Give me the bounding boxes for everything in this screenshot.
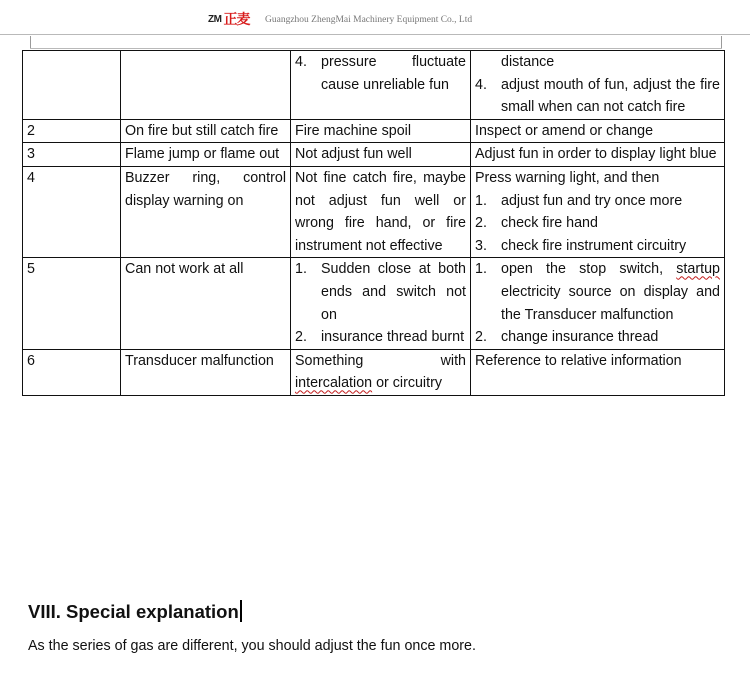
fault-cell xyxy=(121,51,291,120)
cause-cell: Not fine catch fire, maybe not adjust fun well or wrong fire hand, or fire instrument not effective xyxy=(291,166,471,257)
fault-cell: Flame jump or flame out xyxy=(121,143,291,167)
fault-cell: Transducer malfunction xyxy=(121,349,291,395)
solution-cell xyxy=(471,258,725,349)
list-item: 2. check fire hand xyxy=(475,215,598,232)
cause-cell: Not adjust fun well xyxy=(291,143,471,167)
solution-cell xyxy=(471,51,725,120)
section-heading[interactable]: VIII. Special explanation xyxy=(28,600,242,623)
solution-cell xyxy=(471,166,725,257)
company-name: Guangzhou ZhengMai Machinery Equipment Co., Ltd xyxy=(265,15,473,25)
list-item: 4. adjust mouth of fun, adjust the fire small when can not catch fire xyxy=(475,76,720,116)
table-row xyxy=(23,119,725,143)
section-paragraph[interactable]: As the series of gas are different, you should adjust the fun once more. xyxy=(28,638,476,654)
cause-cell xyxy=(291,51,471,120)
list-item: 2. insurance thread burnt xyxy=(295,329,465,346)
solution-cell: Inspect or amend or change xyxy=(471,119,725,143)
list-item: 4. pressure fluctuate cause unreliable fun xyxy=(295,54,466,93)
margin-corner-left xyxy=(30,36,31,48)
troubleshooting-table xyxy=(22,50,725,396)
cause-cell xyxy=(291,258,471,349)
fault-cell: Can not work at all xyxy=(121,258,291,349)
solution-intro: Press warning light, and then xyxy=(475,169,660,186)
row-number: 2 xyxy=(23,119,121,143)
header-rule xyxy=(0,34,750,35)
list-item: 1. Sudden close at both ends and switch not on xyxy=(295,261,466,323)
table-row xyxy=(23,258,725,349)
table-row xyxy=(23,349,725,395)
row-number xyxy=(23,51,121,120)
solution-continuation: distance xyxy=(501,54,555,70)
list-item: 2. change insurance thread xyxy=(475,329,659,346)
list-item: 1. open the stop switch, startup electricity source on display and the Transducer malfunction xyxy=(475,261,720,323)
solution-cell: Adjust fun in order to display light blue xyxy=(471,143,725,167)
company-logo xyxy=(208,12,249,26)
row-number: 6 xyxy=(23,349,121,395)
cause-cell: Fire machine spoil xyxy=(291,119,471,143)
spellcheck-underline: startup xyxy=(676,261,720,278)
row-number: 5 xyxy=(23,258,121,349)
table-row xyxy=(23,166,725,257)
cause-cell: Something with intercalation or circuitry xyxy=(291,349,471,395)
text-cursor xyxy=(240,600,242,622)
table-row xyxy=(23,51,725,120)
row-number: 4 xyxy=(23,166,121,257)
margin-corner-right xyxy=(721,36,722,48)
list-item: 3. check fire instrument circuitry xyxy=(475,237,687,254)
table-row xyxy=(23,143,725,167)
margin-rule xyxy=(30,48,722,49)
row-number: 3 xyxy=(23,143,121,167)
fault-cell: On fire but still catch fire xyxy=(121,119,291,143)
solution-cell: Reference to relative information xyxy=(471,349,725,395)
logo-text: 正麦 xyxy=(223,13,250,28)
logo-mark: ZM xyxy=(208,13,222,25)
fault-cell: Buzzer ring, control display warning on xyxy=(121,166,291,257)
list-item: 1. adjust fun and try once more xyxy=(475,192,683,209)
spellcheck-underline: intercalation xyxy=(295,375,373,392)
